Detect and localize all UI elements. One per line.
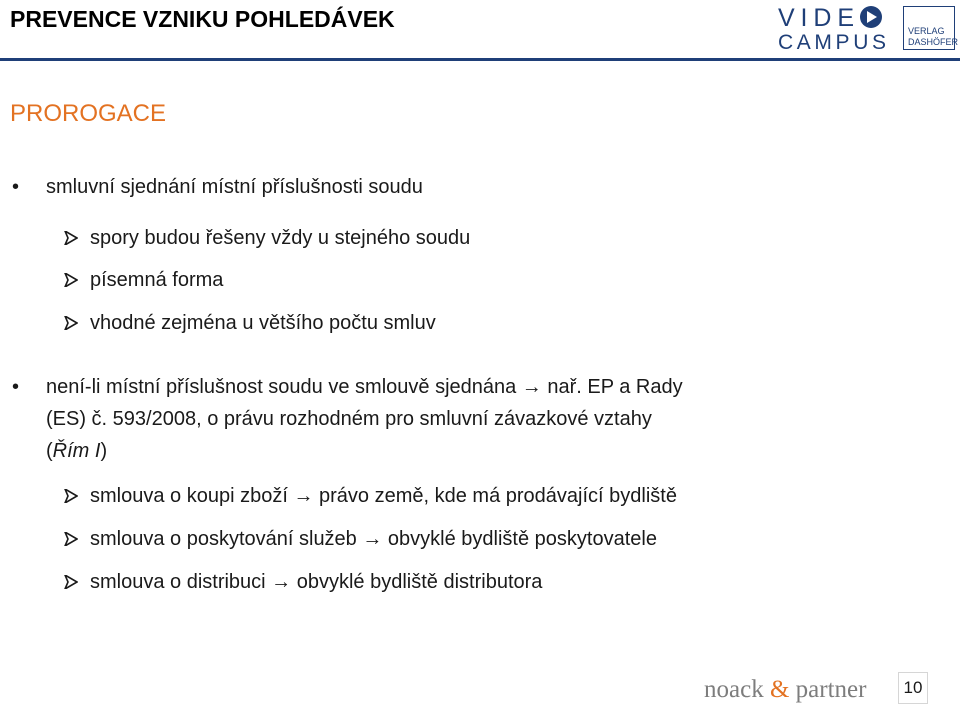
- round-bullet-icon: •: [12, 176, 20, 198]
- logo-partner-line1: VERLAG: [908, 26, 945, 36]
- section-title: PROROGACE: [10, 100, 167, 127]
- bullet-text-line: [46, 440, 107, 463]
- sub-bullet-text: spory budou řešeny vždy u stejného soudu: [90, 227, 471, 249]
- arrowhead-bullet-icon: [64, 575, 78, 589]
- sub-bullet-text: písemná forma: [90, 269, 224, 291]
- sub-bullet-text: smlouva o distribuci → obvyklé bydliště distributora: [90, 571, 543, 593]
- logo-partner-line2: DASHÖFER: [908, 37, 959, 47]
- bullet-text-line: není-li místní příslušnost soudu ve smlouvě sjednána → nař. EP a Rady: [46, 376, 683, 398]
- page-number: 10: [898, 672, 928, 704]
- noack-partner-logo: [704, 676, 866, 704]
- video-campus-logo: [776, 4, 890, 52]
- header-divider: [0, 58, 960, 61]
- sub-bullet-text: vhodné zejména u většího počtu smluv: [90, 312, 436, 334]
- paren-open: (: [46, 440, 53, 462]
- brand-name-part2: partner: [789, 676, 867, 703]
- bullet-text-line: (ES) č. 593/2008, o právu rozhodném pro smluvní závazkové vztahy: [46, 408, 652, 430]
- bullet-text: smluvní sjednání místní příslušnosti soudu: [46, 176, 423, 198]
- arrowhead-bullet-icon: [64, 316, 78, 330]
- rim-i-label: Řím I: [52, 440, 101, 462]
- arrowhead-bullet-icon: [64, 273, 78, 287]
- logo-text-top: VIDE: [778, 4, 854, 32]
- page-title: PREVENCE VZNIKU POHLEDÁVEK: [10, 6, 395, 32]
- logo-text-bottom: CAMPUS: [778, 31, 886, 52]
- round-bullet-icon: •: [12, 376, 20, 398]
- paren-close: ): [100, 440, 108, 462]
- arrowhead-bullet-icon: [64, 489, 78, 503]
- arrowhead-bullet-icon: [64, 231, 78, 245]
- arrowhead-bullet-icon: [64, 532, 78, 546]
- sub-bullet-text: smlouva o koupi zboží → právo země, kde má prodávající bydliště: [90, 485, 677, 507]
- sub-bullet-text: smlouva o poskytování služeb → obvyklé bydliště poskytovatele: [90, 528, 657, 550]
- verlag-dashofer-logo: [903, 6, 959, 50]
- brand-ampersand: &: [769, 676, 790, 703]
- brand-name-part1: noack: [704, 676, 770, 703]
